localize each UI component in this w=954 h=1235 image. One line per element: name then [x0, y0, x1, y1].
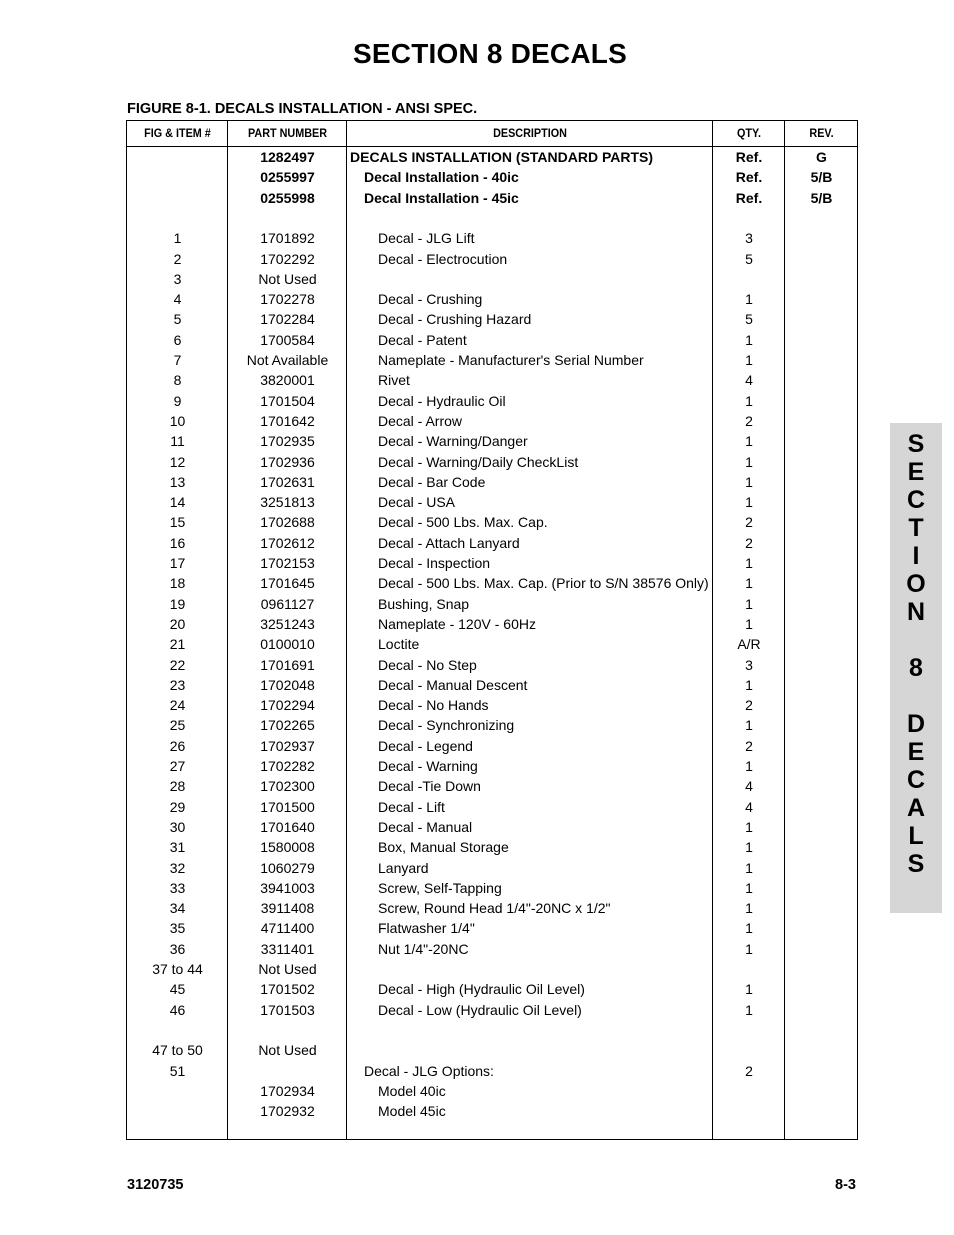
header-fig-item: FIG & ITEM #	[144, 126, 211, 140]
description-cell: Model 45ic	[378, 1103, 446, 1120]
fig-item-cell: 10	[169, 412, 186, 429]
rev-cell: 5/B	[810, 169, 833, 186]
part-number-cell: 1701892	[260, 230, 315, 247]
side-tab-letter: E	[907, 738, 925, 766]
description-cell: Screw, Self-Tapping	[378, 879, 502, 896]
qty-cell: 1	[745, 291, 753, 308]
table-row	[127, 452, 857, 472]
side-tab-letter: O	[906, 570, 926, 598]
rev-cell: G	[816, 149, 827, 165]
part-number-cell: 1282497	[260, 149, 315, 165]
table-row	[127, 1101, 857, 1121]
part-number-cell: 0255998	[260, 189, 315, 206]
side-tab-letter: I	[912, 542, 920, 570]
table-row	[127, 1040, 857, 1060]
fig-item-cell: 18	[169, 575, 186, 592]
description-cell: Decal - USA	[378, 494, 456, 511]
side-tab-letter: T	[908, 514, 924, 542]
qty-cell: 1	[745, 352, 753, 368]
qty-cell: 1	[745, 331, 753, 348]
qty-cell: 1	[745, 433, 753, 450]
fig-item-cell: 45	[169, 981, 186, 998]
part-number-cell: 0961127	[260, 595, 315, 612]
description-cell: Decal - Hydraulic Oil	[378, 392, 506, 409]
qty-cell: 1	[745, 595, 753, 612]
description-cell: Decal - Manual Descent	[378, 676, 528, 693]
description-cell: Nameplate - Manufacturer's Serial Number	[378, 352, 644, 368]
part-number-cell: 3251813	[260, 494, 315, 511]
part-number-cell: 3820001	[260, 372, 315, 389]
fig-item-cell: 28	[169, 778, 186, 795]
part-number-cell: 1700584	[260, 331, 315, 348]
part-number-cell: 0100010	[260, 636, 315, 653]
header-description: DESCRIPTION	[493, 126, 567, 140]
fig-item-cell: 1	[173, 230, 182, 247]
fig-item-cell: 3	[173, 270, 182, 287]
qty-cell: 1	[745, 615, 753, 632]
part-number-cell: Not Used	[258, 270, 317, 287]
description-cell: Decal - 500 Lbs. Max. Cap. (Prior to S/N 38576 Only)	[378, 575, 709, 592]
parts-table	[126, 120, 858, 1140]
qty-cell: 1	[745, 473, 753, 490]
part-number-cell: 1701642	[260, 412, 315, 429]
description-cell: Decal - Attach Lanyard	[378, 534, 520, 551]
fig-item-cell: 24	[169, 697, 186, 714]
fig-item-cell: 20	[169, 615, 186, 632]
table-row	[127, 1081, 857, 1101]
part-number-cell: 1702048	[260, 676, 315, 693]
qty-cell: Ref.	[735, 189, 763, 206]
qty-cell: 1	[745, 453, 753, 470]
qty-cell: 1	[745, 555, 753, 571]
table-row	[127, 898, 857, 918]
description-cell: Decal - No Hands	[378, 697, 489, 714]
table-row	[127, 553, 857, 573]
description-cell: Decal - Legend	[378, 737, 473, 754]
qty-cell: 1	[745, 392, 753, 409]
qty-cell: 2	[745, 1062, 753, 1079]
qty-cell: Ref.	[735, 169, 763, 186]
qty-cell: 2	[745, 534, 753, 551]
table-row	[127, 858, 857, 878]
qty-cell: 1	[745, 494, 753, 511]
table-row	[127, 675, 857, 695]
qty-cell: 5	[745, 250, 753, 267]
description-cell: Decal - Synchronizing	[378, 717, 515, 734]
qty-cell: 2	[745, 412, 753, 429]
qty-cell: A/R	[737, 636, 761, 653]
description-cell: Decal Installation - 40ic	[364, 169, 519, 186]
description-cell: Decal - 500 Lbs. Max. Cap.	[378, 514, 548, 531]
table-row	[127, 918, 857, 938]
fig-item-cell: 16	[169, 534, 186, 551]
header-qty: QTY.	[736, 126, 761, 140]
side-tab-letter: C	[906, 486, 926, 514]
part-number-cell: 4711400	[260, 920, 315, 937]
description-cell: Decal - Lift	[378, 798, 445, 815]
table-row	[127, 289, 857, 309]
table-row	[127, 756, 857, 776]
table-row	[127, 817, 857, 837]
part-number-cell: 1701503	[260, 1001, 315, 1018]
fig-item-cell: 26	[169, 737, 186, 754]
table-row	[127, 167, 857, 187]
table-row	[127, 614, 857, 634]
fig-item-cell: 36	[169, 940, 186, 957]
part-number-cell: 1702612	[260, 534, 315, 551]
table-row	[127, 350, 857, 370]
table-row	[127, 431, 857, 451]
part-number-cell: 3251243	[260, 615, 315, 632]
qty-cell: 1	[745, 1001, 753, 1018]
table-row	[127, 228, 857, 248]
part-number-cell: 1580008	[260, 839, 315, 856]
part-number-cell: 1702932	[260, 1103, 315, 1120]
part-number-cell: 1701691	[260, 656, 315, 673]
fig-item-cell: 27	[169, 758, 186, 774]
fig-item-cell: 33	[169, 879, 186, 896]
fig-item-cell: 14	[169, 494, 186, 511]
table-row	[127, 208, 857, 228]
description-cell: Decal - Warning	[378, 758, 478, 774]
fig-item-cell: 12	[169, 453, 186, 470]
fig-item-cell: 30	[169, 818, 186, 835]
side-tab-letter: A	[906, 794, 926, 822]
part-number-cell: 1701504	[260, 392, 315, 409]
section-side-tab	[890, 423, 942, 913]
qty-cell: 5	[745, 311, 753, 328]
fig-item-cell: 6	[173, 331, 182, 348]
part-number-cell: 1702294	[260, 697, 315, 714]
part-number-cell: 1060279	[260, 859, 315, 876]
description-cell: Decal - Manual	[378, 818, 473, 835]
qty-cell: 1	[745, 940, 753, 957]
part-number-cell: 1702300	[260, 778, 315, 795]
part-number-cell: 1702934	[260, 1082, 315, 1099]
part-number-cell: 1702282	[260, 758, 315, 774]
part-number-cell: 1702937	[260, 737, 315, 754]
part-number-cell: 1702278	[260, 291, 315, 308]
part-number-cell: 1702631	[260, 473, 315, 490]
description-cell: Box, Manual Storage	[378, 839, 509, 856]
qty-cell: 3	[745, 230, 753, 247]
table-row	[127, 492, 857, 512]
table-row	[127, 655, 857, 675]
side-tab-letter: L	[908, 822, 924, 850]
description-cell: Decal - Inspection	[378, 555, 491, 571]
table-row	[127, 411, 857, 431]
fig-item-cell: 46	[169, 1001, 186, 1018]
qty-cell: 4	[745, 778, 753, 795]
qty-cell: 1	[745, 900, 753, 917]
description-cell: Decal - Patent	[378, 331, 467, 348]
fig-item-cell: 13	[169, 473, 186, 490]
table-row	[127, 573, 857, 593]
fig-item-cell: 31	[169, 839, 186, 856]
fig-item-cell: 29	[169, 798, 186, 815]
description-cell: Screw, Round Head 1/4"-20NC x 1/2"	[378, 900, 611, 917]
table-row	[127, 269, 857, 289]
fig-item-cell: 19	[169, 595, 186, 612]
fig-item-cell: 25	[169, 717, 186, 734]
description-cell: Nut 1/4"-20NC	[378, 940, 469, 957]
part-number-cell: 3911408	[260, 900, 315, 917]
fig-item-cell: 22	[169, 656, 186, 673]
description-cell: Decal - Crushing	[378, 291, 483, 308]
side-tab-letter: S	[907, 430, 925, 458]
table-row	[127, 512, 857, 532]
table-row	[127, 249, 857, 269]
qty-cell: 4	[745, 798, 753, 815]
description-cell: Nameplate - 120V - 60Hz	[378, 615, 536, 632]
part-number-cell: Not Used	[258, 1042, 317, 1059]
side-tab-letter: C	[906, 766, 926, 794]
qty-cell: 1	[745, 818, 753, 835]
part-number-cell: 1702265	[260, 717, 315, 734]
fig-item-cell: 32	[169, 859, 186, 876]
part-number-cell: 1702284	[260, 311, 315, 328]
side-tab-letter: D	[906, 710, 926, 738]
fig-item-cell: 8	[173, 372, 182, 389]
part-number-cell: 1702153	[260, 555, 315, 571]
qty-cell: 1	[745, 575, 753, 592]
footer-page-number: 8-3	[835, 1177, 856, 1193]
fig-item-cell: 23	[169, 676, 186, 693]
description-cell: Bushing, Snap	[378, 595, 470, 612]
description-cell: Decal - High (Hydraulic Oil Level)	[378, 981, 585, 998]
fig-item-cell: 37 to 44	[152, 961, 203, 977]
part-number-cell: 1701640	[260, 818, 315, 835]
table-row	[127, 715, 857, 735]
side-tab-letter: N	[906, 598, 926, 626]
description-cell: Model 40ic	[378, 1082, 446, 1099]
header-part-number: PART NUMBER	[247, 126, 328, 140]
side-tab-letter: 8	[909, 654, 923, 682]
fig-item-cell: 34	[169, 900, 186, 917]
qty-cell: Ref.	[735, 149, 763, 165]
description-cell: Decal - No Step	[378, 656, 477, 673]
side-tab-letter: E	[907, 458, 925, 486]
part-number-cell: 1702936	[260, 453, 315, 470]
part-number-cell: 1701645	[260, 575, 315, 592]
fig-item-cell: 15	[169, 514, 186, 531]
part-number-cell: 0255997	[260, 169, 315, 186]
qty-cell: 1	[745, 879, 753, 896]
description-cell: Flatwasher 1/4"	[378, 920, 475, 937]
description-cell: Decal - Arrow	[378, 412, 463, 429]
table-row	[127, 1061, 857, 1081]
section-title: SECTION 8 DECALS	[353, 38, 627, 69]
part-number-cell: 1701500	[260, 798, 315, 815]
qty-cell: 1	[745, 758, 753, 774]
table-row	[127, 837, 857, 857]
table-row	[127, 1000, 857, 1020]
table-row	[127, 1020, 857, 1040]
qty-cell: 3	[745, 656, 753, 673]
side-tab-letter: S	[907, 850, 925, 878]
fig-item-cell: 4	[173, 291, 182, 308]
table-row	[127, 797, 857, 817]
qty-cell: 1	[745, 676, 753, 693]
fig-item-cell: 47 to 50	[152, 1042, 203, 1059]
description-cell: Decal - JLG Options:	[364, 1062, 494, 1079]
qty-cell: 4	[745, 372, 753, 389]
qty-cell: 1	[745, 920, 753, 937]
part-number-cell: Not Used	[258, 961, 317, 977]
part-number-cell: 3941003	[260, 879, 315, 896]
fig-item-cell: 17	[169, 555, 186, 571]
part-number-cell: 3311401	[260, 940, 315, 957]
fig-item-cell: 5	[173, 311, 182, 328]
description-cell: Decal - Low (Hydraulic Oil Level)	[378, 1001, 582, 1018]
fig-item-cell: 11	[170, 433, 185, 450]
description-cell: Decal - JLG Lift	[378, 230, 475, 247]
fig-item-cell: 21	[169, 636, 186, 653]
table-row	[127, 391, 857, 411]
table-row	[127, 309, 857, 329]
description-cell: Decal - Warning/Danger	[378, 433, 528, 450]
description-cell: Decal - Crushing Hazard	[378, 311, 532, 328]
table-row	[127, 594, 857, 614]
description-cell: Lanyard	[378, 859, 429, 876]
description-cell: Decal - Electrocution	[378, 250, 508, 267]
fig-item-cell: 51	[169, 1062, 186, 1079]
fig-item-cell: 2	[173, 250, 182, 267]
table-row	[127, 878, 857, 898]
table-header	[127, 121, 857, 147]
table-row	[127, 695, 857, 715]
description-cell: Decal - Warning/Daily CheckList	[378, 453, 579, 470]
table-row	[127, 959, 857, 979]
description-cell: DECALS INSTALLATION (STANDARD PARTS)	[350, 149, 654, 165]
table-row	[127, 736, 857, 756]
part-number-cell: 1701502	[260, 981, 315, 998]
table-row	[127, 979, 857, 999]
table-row	[127, 776, 857, 796]
fig-item-cell: 7	[173, 352, 182, 368]
fig-item-cell: 35	[169, 920, 186, 937]
table-row	[127, 533, 857, 553]
table-row	[127, 939, 857, 959]
qty-cell: 2	[745, 737, 753, 754]
description-cell: Decal - Bar Code	[378, 473, 486, 490]
qty-cell: 1	[745, 981, 753, 998]
header-rev: REV.	[809, 126, 834, 140]
qty-cell: 2	[745, 697, 753, 714]
part-number-cell: Not Available	[246, 352, 329, 368]
part-number-cell: 1702292	[260, 250, 315, 267]
table-row	[127, 147, 857, 167]
qty-cell: 2	[745, 514, 753, 531]
table-row	[127, 472, 857, 492]
qty-cell: 1	[745, 839, 753, 856]
footer-doc-number: 3120735	[127, 1177, 184, 1193]
qty-cell: 1	[745, 717, 753, 734]
table-row	[127, 330, 857, 350]
table-row	[127, 370, 857, 390]
fig-item-cell: 9	[173, 392, 182, 409]
description-cell: Rivet	[378, 372, 410, 389]
table-row	[127, 634, 857, 654]
description-cell: Decal Installation - 45ic	[364, 189, 519, 206]
table-row	[127, 188, 857, 208]
description-cell: Decal -Tie Down	[378, 778, 481, 795]
description-cell: Loctite	[378, 636, 420, 653]
figure-title: FIGURE 8-1. DECALS INSTALLATION - ANSI SPEC.	[127, 101, 478, 117]
rev-cell: 5/B	[810, 189, 833, 206]
part-number-cell: 1702935	[260, 433, 315, 450]
qty-cell: 1	[745, 859, 753, 876]
part-number-cell: 1702688	[260, 514, 315, 531]
